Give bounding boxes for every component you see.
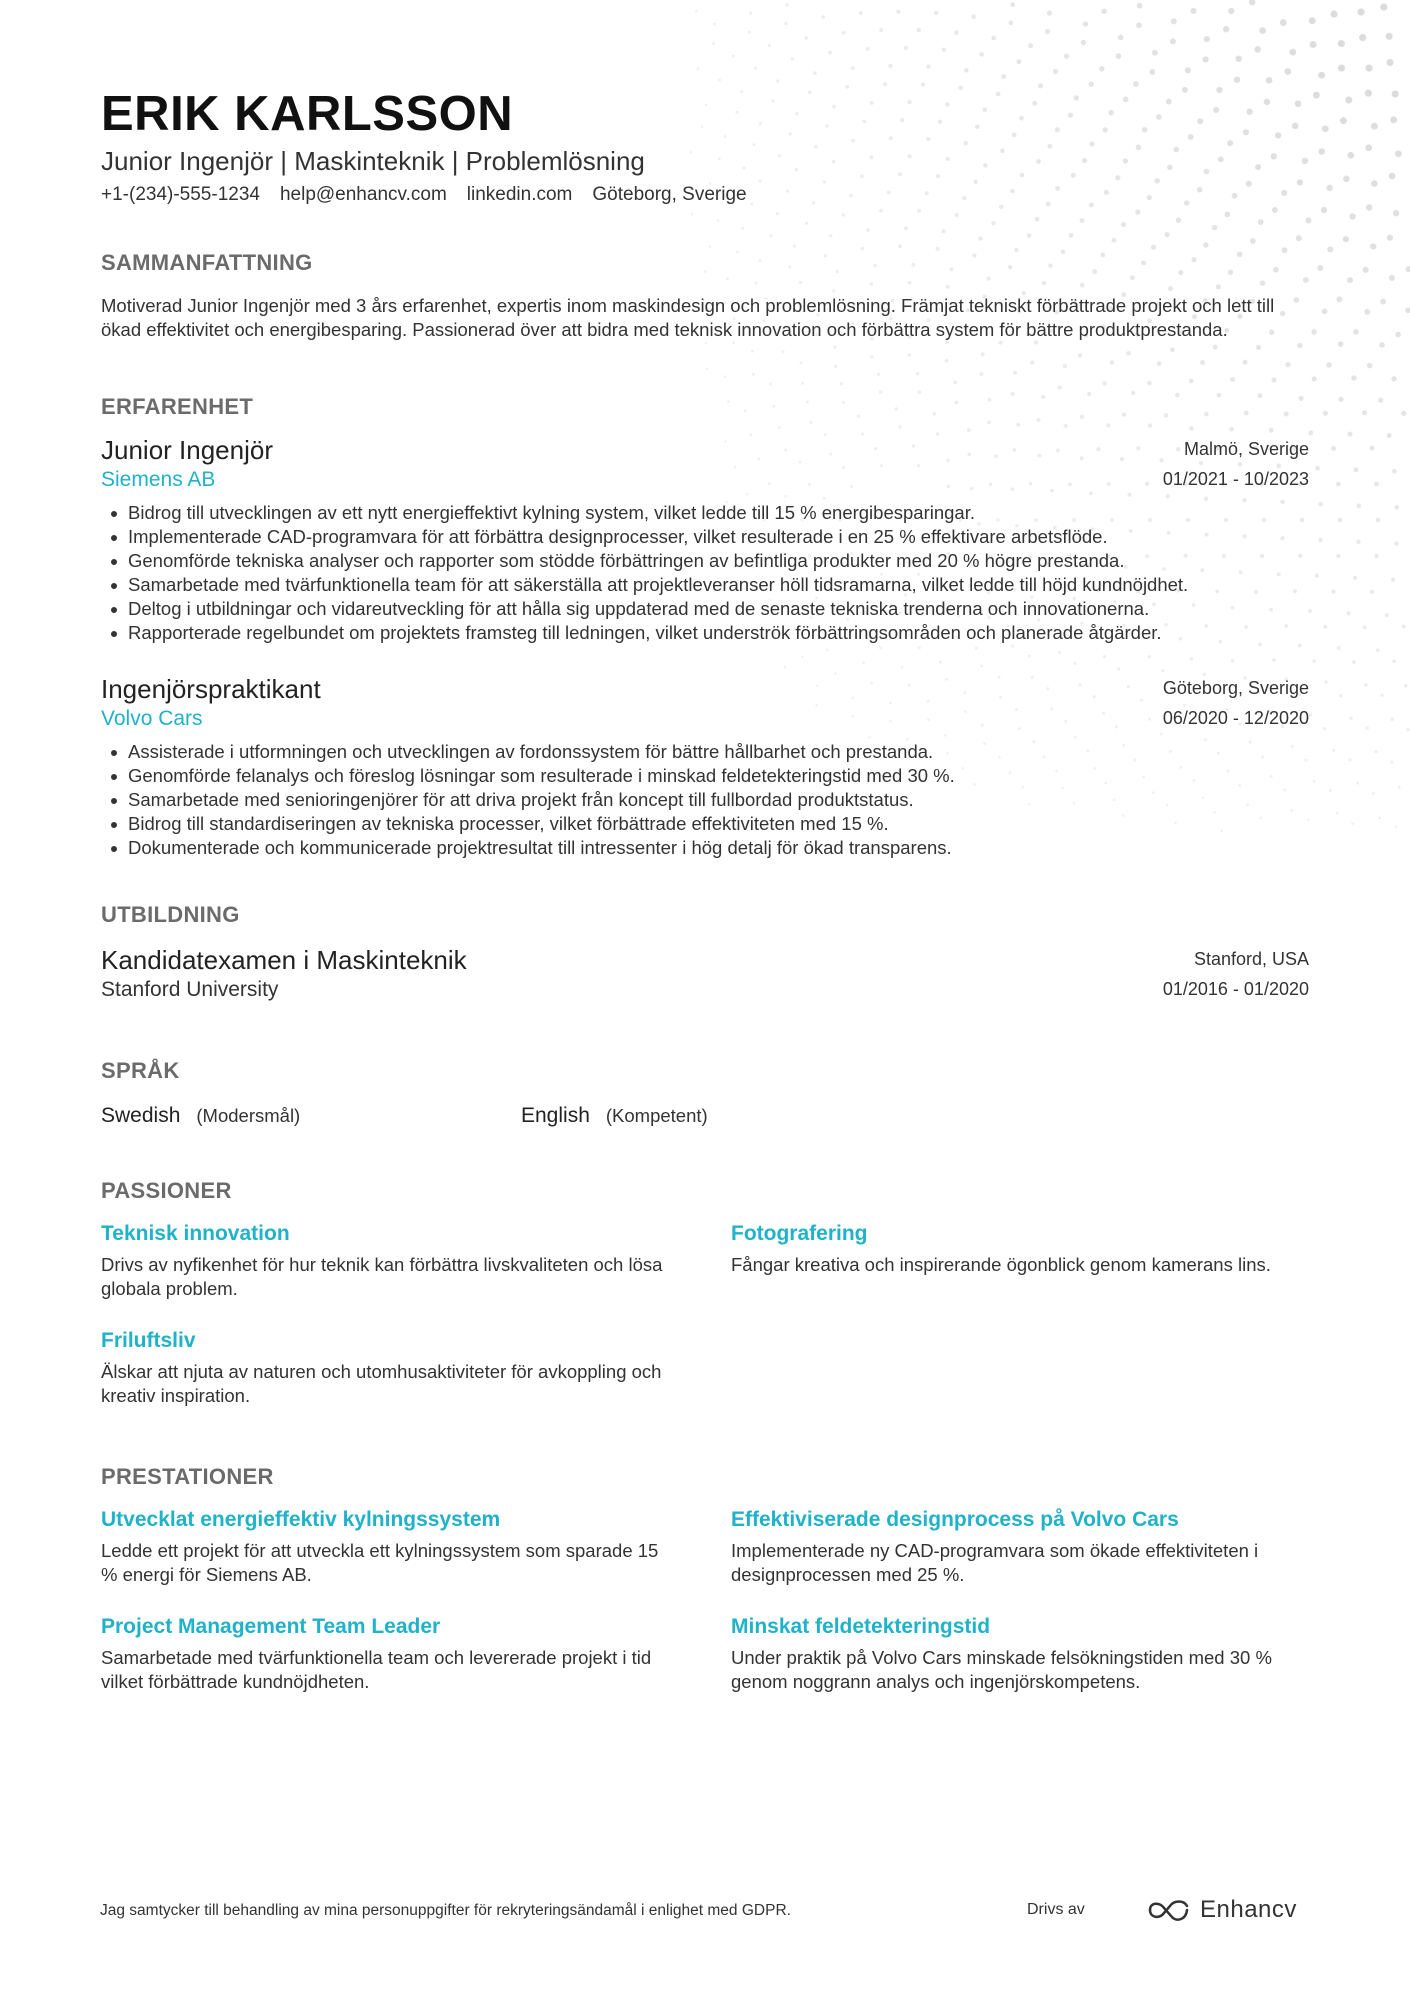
background-dot [1345,96,1352,103]
background-dot [1318,72,1325,79]
background-dot [1367,363,1372,368]
passion-description: Fångar kreativa och inspirerande ögonblick genom kamerans lins. [731,1254,1271,1275]
background-dot [1356,540,1360,544]
job-bullet: Samarbetade med tvärfunktionella team för att säkerställa att projektleveranser höll tidsramarna, vilket ledde till höjd kundnöjdhet. [101,573,1309,597]
passions-grid [101,1220,1309,1434]
background-dot [754,67,757,70]
job-role: Junior Ingenjör [101,435,273,465]
background-dot [1203,56,1209,62]
background-dot [1351,375,1356,380]
background-dot [1045,29,1050,34]
background-dot [1047,11,1052,16]
background-dot [1380,299,1386,305]
background-dot [1254,46,1261,53]
background-dot [991,36,996,41]
passion-card [101,1220,731,1301]
background-dot [1370,243,1376,249]
background-dot [1235,55,1241,61]
background-dot [1083,21,1088,26]
background-dot [1170,38,1176,44]
background-dot [1405,307,1410,313]
background-dot [1338,65,1345,72]
background-dot [1289,49,1296,56]
background-dot [1312,659,1316,663]
language-level: (Modersmål) [196,1105,301,1126]
background-dot [1338,341,1344,347]
background-dot [1332,749,1335,752]
background-dot [1393,210,1399,216]
background-dot [1352,660,1356,664]
background-dot [1310,41,1317,48]
background-dot [971,14,976,19]
background-dot [917,28,921,32]
background-dot [1101,9,1107,15]
background-dot [1385,613,1389,617]
background-dot [1348,758,1351,761]
background-dot [1324,680,1328,684]
background-dot [776,79,779,82]
background-dot [697,67,700,70]
background-dot [1371,123,1378,130]
gdpr-consent-text: Jag samtycker till behandling av mina personuppgifter för rekryteringsändamål i enlighet med GDPR. [100,1902,791,1919]
language-item [521,1104,941,1136]
job-bullets [101,740,1309,860]
background-dot [1392,469,1397,474]
background-dot [1395,151,1402,158]
job-company: Siemens AB [101,468,216,491]
background-dot [1234,76,1240,82]
enhancv-brand-link[interactable] [1146,1896,1297,1924]
background-dot [1338,518,1343,523]
background-dot [859,11,863,15]
job-dates: 06/2020 - 12/2020 [1162,708,1309,728]
background-dot [1313,92,1320,99]
background-dot [1326,362,1331,367]
background-dot [713,23,716,26]
background-dot [1309,713,1312,716]
language-item [101,1104,521,1136]
background-dot [1394,541,1398,545]
background-dot [1329,789,1332,792]
background-dot [805,36,808,39]
background-dot [1363,267,1369,273]
background-dot [1259,27,1266,34]
summary-section-title: SAMMANFATTNING [101,250,313,275]
language-name: English [521,1104,590,1127]
background-dot [979,52,984,57]
passion-card [101,1327,731,1408]
job-bullet: Bidrog till standardiseringen av tekniska processer, vilket förbättrade effektiviteten med 15 %. [101,812,1309,836]
background-dot [954,30,959,35]
background-dot [1386,59,1393,66]
job-bullet: Deltog i utbildningar och vidareutveckling för att hålla sig uppdaterad med de senaste tekniska trenderna och innovationerna. [101,597,1309,621]
background-dot [718,79,721,82]
background-dot [1347,277,1353,283]
background-dot [1118,34,1124,40]
background-dot [896,10,900,14]
page-footer [100,1896,1310,1926]
email-address[interactable]: help@enhancv.com [279,184,447,205]
background-dot [1370,590,1374,594]
background-dot [866,47,870,51]
resume-page [101,84,1309,1720]
linkedin-link[interactable]: linkedin.com [466,184,573,205]
background-dot [1376,518,1381,523]
achievement-description: Samarbetade med tvärfunktionella team och levererade projekt i tid vilket förbättrade kundnöjdheten. [101,1647,652,1692]
background-dot [1326,185,1332,191]
enhancv-logo-icon [1146,1897,1192,1923]
achievement-title: Project Management Team Leader [101,1615,441,1638]
background-dot [1353,329,1359,335]
background-dot [1366,726,1369,729]
background-dot [1387,235,1393,241]
achievements-section-title: PRESTATIONER [101,1464,274,1489]
background-dot [1223,26,1229,32]
background-dot [926,65,930,69]
background-dot [749,12,752,15]
job-bullet: Assisterade i utformningen och utvecklingen av fordonssystem för bättre hållbarhet och prestanda. [101,740,1309,764]
job-bullet: Genomförde tekniska analyser och rapporter som stödde förbättringen av befintliga produkter med 20 % högre prestanda. [101,549,1309,573]
background-dot [1343,176,1350,183]
background-dot [1389,275,1395,281]
background-dot [1311,329,1317,335]
background-dot [813,71,817,75]
background-dot [1390,718,1393,721]
background-dot [1372,792,1375,795]
background-dot [1204,36,1210,42]
degree-title: Kandidatexamen i Maskinteknik [101,945,467,975]
phone-number[interactable]: +1-(234)-555-1234 [101,184,260,205]
background-dot [1347,152,1354,159]
background-dot [1053,69,1058,74]
achievements-grid [101,1506,1309,1720]
background-dot [695,10,698,13]
background-dot [1370,446,1375,451]
language-name: Swedish [101,1104,181,1127]
background-dot [1347,432,1352,437]
background-dot [1378,398,1383,403]
background-dot [1308,431,1313,436]
education-meta [1163,944,1309,1004]
background-dot [786,3,789,6]
background-dot [1323,625,1327,629]
background-dot [1099,66,1105,72]
background-dot [1336,296,1342,302]
background-dot [1318,538,1322,542]
background-dot [1340,117,1347,124]
passion-description: Drivs av nyfikenhet för hur teknik kan förbättra livskvaliteten och lösa globala problem. [101,1254,663,1299]
background-dot [1010,2,1015,7]
education-dates: 01/2016 - 01/2020 [1162,979,1309,999]
background-dot [1366,204,1372,210]
education-section-title: UTBILDNING [101,902,240,927]
background-dot [1357,8,1364,15]
education-entry [101,944,1309,1006]
location-text: Göteborg, Sverige [592,184,747,205]
background-dot [1390,761,1393,764]
background-dot [1315,574,1319,578]
background-dot [748,31,751,34]
languages-section-title: SPRÅK [101,1058,180,1083]
background-dot [1008,20,1013,25]
background-dot [1016,59,1021,64]
background-dot [1375,750,1378,753]
background-dot [1351,822,1354,825]
contact-info [101,182,1309,208]
background-dot [1136,22,1142,28]
job-dates: 01/2021 - 10/2023 [1162,469,1309,489]
language-level: (Kompetent) [605,1105,708,1126]
background-dot [1315,466,1320,471]
background-dot [732,55,735,58]
background-dot [964,68,969,73]
passion-title: Fotografering [731,1222,868,1245]
background-dot [1327,246,1333,252]
languages-list [101,1104,1309,1136]
job-location: Malmö, Sverige [1183,439,1309,459]
background-dot [1349,213,1355,219]
summary-text: Motiverad Junior Ingenjör med 3 års erfarenhet, expertis inom maskindesign och problemlösning. Främjat tekniskt förbättrade projekt och lett till ökad effektivitet och energibesparing. Passionerad över att bidra med teknisk innovation och förbättra system för bättre produktprestanda. [101,295,1275,340]
background-dot [1404,684,1408,688]
background-dot [1064,53,1069,58]
background-dot [1190,8,1196,14]
background-dot [791,57,794,60]
passion-title: Teknisk innovation [101,1222,290,1245]
background-dot [1266,77,1273,84]
background-dot [851,66,855,70]
experience-entry-header [101,673,1309,735]
passion-card [731,1220,1309,1301]
background-dot [1322,125,1329,132]
background-dot [1405,266,1410,272]
background-dot [1336,554,1340,558]
job-bullet: Implementerade CAD-programvara för att förbättra designprocesser, vilket resulterade i en 25 % effektivare arbetsflöde. [101,525,1309,549]
background-dot [1323,411,1328,416]
background-dot [1374,482,1379,487]
experience-entry [101,434,1309,645]
achievement-card [731,1506,1309,1587]
background-dot [1392,659,1396,663]
background-dot [1376,649,1380,653]
background-dot [1365,65,1372,72]
achievement-title: Minskat feldetekteringstid [731,1615,991,1638]
background-dot [1392,90,1399,97]
job-bullets [101,501,1309,645]
background-dot [1337,646,1341,650]
job-bullet: Bidrog till utvecklingen av ett nytt energieffektivt kylning system, vilket ledde till 15 % energibesparingar. [101,501,1309,525]
background-dot [1398,786,1401,789]
job-meta [1163,673,1309,733]
background-dot [1365,144,1372,151]
background-dot [1401,411,1406,416]
background-dot [1395,332,1401,338]
job-company: Volvo Cars [101,707,203,730]
achievement-card [101,1613,731,1694]
background-dot [1312,376,1317,381]
brand-name: Enhancv [1200,1896,1297,1923]
background-dot [1317,265,1323,271]
background-dot [1378,817,1381,820]
background-dot [1331,590,1335,594]
background-dot [1371,180,1378,187]
passions-section-title: PASSIONER [101,1178,232,1203]
background-dot [784,22,787,25]
background-dot [1309,17,1316,24]
achievement-description: Ledde ett projekt för att utveckla ett kylningssystem som sparade 15 % energi för Siemens AB. [101,1540,659,1585]
background-dot [1331,446,1336,451]
background-dot [1313,780,1316,783]
background-dot [1318,148,1325,155]
background-dot [1152,50,1158,56]
background-dot [1280,19,1287,26]
experience-entry-header [101,434,1309,496]
job-bullet: Samarbetade med senioringenjörer för att driva projekt från koncept till fullbordad produktstatus. [101,788,1309,812]
background-dot [1374,554,1378,558]
background-dot [828,51,832,55]
background-dot [1364,309,1370,315]
candidate-headline: Junior Ingenjör | Maskinteknik | Problemlösning [101,146,645,176]
background-dot [1346,611,1350,615]
background-dot [1406,728,1409,731]
background-dot [1359,34,1366,41]
background-dot [1386,433,1391,438]
background-dot [1028,43,1033,48]
background-dot [1379,342,1385,348]
passion-title: Friluftsliv [101,1329,196,1352]
powered-by-label: Drivs av [1027,1901,1085,1918]
background-dot [1149,69,1155,75]
experience-entry [101,673,1309,860]
background-dot [1137,3,1143,9]
background-dot [1356,782,1359,785]
background-dot [1365,90,1372,97]
background-dot [1323,727,1326,730]
job-location: Göteborg, Sverige [1162,678,1309,698]
background-dot [879,28,883,32]
background-dot [1356,503,1361,508]
background-dot [1353,576,1357,580]
job-meta [1163,434,1309,494]
background-dot [1380,693,1384,697]
background-dot [1402,625,1406,629]
background-dot [1081,40,1086,45]
background-dot [1386,33,1393,40]
background-dot [1391,376,1396,381]
background-dot [1363,625,1367,629]
background-dot [712,42,715,45]
background-dot [1330,11,1337,18]
experience-section-title: ERFARENHET [101,394,254,419]
background-dot [1394,505,1399,510]
background-dot [1171,18,1177,24]
background-dot [1228,8,1234,14]
background-dot [1001,74,1006,79]
background-dot [1362,410,1367,415]
background-dot [1336,812,1339,815]
background-dot [904,46,908,50]
candidate-name: ERIK KARLSSON [101,87,514,141]
background-dot [942,47,946,51]
background-dot [934,11,938,15]
achievement-card [101,1506,731,1587]
background-dot [1391,578,1395,582]
background-dot [888,64,892,68]
achievement-card [731,1613,1309,1694]
background-dot [1338,40,1345,47]
resume-header [101,84,1309,208]
background-dot [768,44,771,47]
background-dot [1339,694,1343,698]
background-dot [1249,0,1256,5]
background-dot [1395,825,1398,828]
job-role: Ingenjörspraktikant [101,674,321,704]
background-dot [1364,683,1368,687]
background-dot [1322,309,1328,315]
school-name: Stanford University [101,978,279,1001]
background-dot [1353,467,1358,472]
background-dot [1321,207,1327,213]
background-dot [821,15,825,19]
background-dot [1284,68,1291,75]
job-bullet: Dokumenterade och kommunicerade projektresultat till intressenter i hög detalj för ökad transparens. [101,836,1309,860]
achievement-title: Effektiviserade designprocess på Volvo Cars [731,1508,1179,1531]
background-dot [1336,482,1341,487]
passion-description: Älskar att njuta av naturen och utomhusaktiviteter för avkoppling och kreativ inspiration. [101,1361,662,1406]
background-dot [1380,4,1387,11]
education-location: Stanford, USA [1193,949,1309,969]
achievement-title: Utvecklat energieffektiv kylningssystem [101,1508,501,1531]
background-dot [1116,53,1122,59]
background-dot [1318,502,1323,507]
achievement-description: Implementerade ny CAD-programvara som ökade effektiviteten i designprocessen med 25 %. [731,1540,1259,1585]
background-dot [1349,717,1352,720]
job-bullet: Genomförde felanalys och föreslog lösningar som resulterade i minskad feldetekteringstid med 30 %. [101,764,1309,788]
achievement-description: Under praktik på Volvo Cars minskade felsökningstiden med 30 % genom noggrann analys och ingenjörskompetens. [731,1647,1272,1692]
background-dot [1338,397,1343,402]
background-dot [1343,236,1349,242]
background-dot [842,31,846,35]
background-dot [1390,116,1397,123]
job-bullet: Rapporterade regelbundet om projektets framsteg till ledningen, vilket underströk förbättringsområden och planerade åtgärder. [101,621,1309,645]
background-dot [1389,173,1396,180]
background-dot [1185,67,1191,73]
